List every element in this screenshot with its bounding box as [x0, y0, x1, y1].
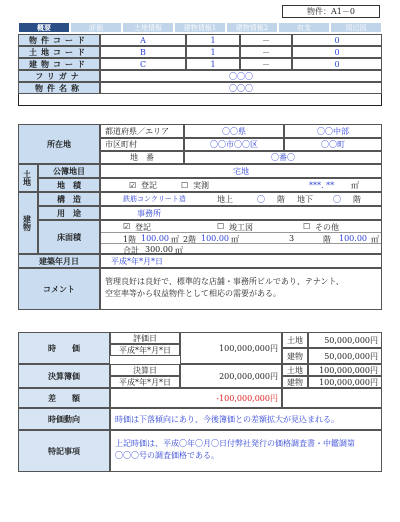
below-floors[interactable]: 〇	[333, 194, 341, 204]
notes-label: 特記事項	[18, 430, 110, 472]
floor-3-label: 階	[323, 235, 331, 244]
checkbox-measured[interactable]: ☐	[181, 180, 189, 190]
land-area-row	[100, 178, 382, 192]
structure-row	[100, 192, 382, 206]
registered-label: 登記	[141, 180, 157, 190]
eval-date-label: 評価日	[110, 332, 180, 344]
floor-2-label: 2階	[183, 235, 197, 244]
tab-building-info-1[interactable]: 建物情報1	[174, 22, 226, 33]
furigana-value[interactable]: 〇〇〇	[100, 70, 382, 82]
code-value-3[interactable]: 0	[292, 58, 382, 70]
city-value[interactable]: 〇〇市〇〇区	[184, 138, 284, 151]
property-id-box	[282, 5, 380, 18]
total-unit: ㎡	[175, 246, 183, 255]
built-date-value[interactable]: 平成*年*月*日	[111, 256, 163, 266]
pref-value[interactable]: 〇〇県	[184, 124, 284, 138]
total-area: 300.00	[145, 245, 173, 254]
land-side-label: 土地	[18, 164, 38, 192]
built-date-label: 建築年月日	[18, 254, 100, 268]
market-building-label: 建物	[282, 348, 308, 364]
use-row	[100, 206, 382, 220]
floor-area-block	[100, 220, 382, 254]
book-total: 200,000,000円	[180, 364, 282, 388]
property-id: 物件：A1－0	[307, 7, 355, 16]
notes-box[interactable]	[110, 430, 382, 472]
comment-line: 管理良好は良好で、標準的な店舗・事務所ビルであり、テナント、	[105, 277, 344, 286]
tab-land-info[interactable]: 土地情報	[122, 22, 174, 33]
book-land-label: 土地	[282, 364, 308, 376]
comment-label: コメント	[18, 268, 100, 310]
market-building-value: 50,000,000円	[308, 348, 382, 364]
use-value[interactable]: 事務所	[137, 208, 161, 218]
book-land-value: 100,000,000円	[308, 364, 382, 376]
measured-label: 実測	[193, 180, 209, 190]
comment-box[interactable]	[100, 268, 382, 310]
floor-label: 階	[277, 194, 285, 204]
building-side-label: 建物	[18, 192, 38, 254]
code-value-2[interactable]: 1	[186, 58, 240, 70]
book-label: 決算簿価	[18, 364, 110, 388]
market-total: 100,000,000円	[180, 332, 282, 364]
code-dash: －	[240, 58, 292, 70]
registered-label: 登記	[135, 223, 151, 232]
book-building-label: 建物	[282, 376, 308, 388]
pref-label: 都道府県／エリア	[100, 124, 184, 138]
floor-3-number: 3	[289, 234, 295, 243]
floor-1-unit: ㎡	[171, 235, 179, 244]
difference-label: 差 額	[18, 388, 110, 408]
difference-value: -100,000,000円	[110, 388, 282, 408]
zoning-label: 公簿地目	[38, 164, 100, 178]
town-value[interactable]: 〇〇町	[284, 138, 382, 151]
floor-3-area[interactable]: 100.00	[339, 234, 367, 243]
market-label: 時 価	[18, 332, 110, 364]
trend-label: 時価動向	[18, 408, 110, 430]
trend-value[interactable]: 時価は下落傾向にあり、今後簿価との差額拡大が見込まれる。	[110, 408, 382, 430]
close-date-value[interactable]: 平成*年*月*日	[110, 376, 180, 388]
checkbox-registered[interactable]: ☑	[129, 180, 137, 190]
floor-2-unit: ㎡	[231, 235, 239, 244]
floor-2-area[interactable]: 100.00	[201, 234, 229, 243]
total-label: 合計	[123, 246, 139, 255]
tab-building-info-2[interactable]: 建物情報2	[226, 22, 278, 33]
market-land-value: 50,000,000円	[308, 332, 382, 348]
tab-map[interactable]: 周辺図	[330, 22, 382, 33]
lot-value[interactable]: 〇番〇	[184, 151, 382, 164]
built-date-row	[100, 254, 382, 268]
name-label: 物件名称	[18, 82, 100, 94]
code-value-2[interactable]: 1	[186, 46, 240, 58]
notes-line: 上記時価は、平成〇年〇月〇日付弊社発行の価格調査書・中鑑調第	[115, 439, 355, 448]
code-label-building: 建物コード	[18, 58, 100, 70]
location-label: 所在地	[18, 124, 100, 164]
code-dash: －	[240, 46, 292, 58]
tab-income[interactable]: 収支	[278, 22, 330, 33]
checkbox-other[interactable]: ☐	[303, 222, 311, 231]
eval-date-value[interactable]: 平成*年*月*日	[110, 344, 180, 356]
below-label: 地下	[297, 194, 313, 204]
area-value[interactable]: 〇〇中部	[284, 124, 382, 138]
above-floors[interactable]: 〇	[257, 194, 265, 204]
floor-1-area[interactable]: 100.00	[141, 234, 169, 243]
above-label: 地上	[217, 194, 233, 204]
tab-overview[interactable]: 概要	[18, 22, 70, 33]
checkbox-completion-drawing[interactable]: ☐	[217, 222, 225, 231]
code-value-2[interactable]: 1	[186, 34, 240, 46]
floor-3-unit: ㎡	[371, 235, 379, 244]
furigana-label: フリガナ	[18, 70, 100, 82]
close-date-label: 決算日	[110, 364, 180, 376]
land-area-value[interactable]: ***. **	[309, 180, 335, 190]
lot-label: 地 番	[100, 151, 184, 164]
zoning-value[interactable]: 宅地	[100, 164, 382, 178]
floor-label: 階	[353, 194, 361, 204]
structure-label: 構 造	[38, 192, 100, 206]
code-value-3[interactable]: 0	[292, 34, 382, 46]
floor-area-label: 床面積	[38, 220, 100, 254]
notes-line: 〇〇〇号の調査価格である。	[115, 451, 219, 460]
comment-line: 空室率等から収益物件として相応の需要がある。	[105, 289, 281, 298]
use-label: 用 途	[38, 206, 100, 220]
tab-bar	[18, 22, 382, 33]
tab-evaluation[interactable]: 評価	[70, 22, 122, 33]
code-label-land: 土地コード	[18, 46, 100, 58]
city-label: 市区町村	[100, 138, 184, 151]
land-area-unit: ㎡	[351, 180, 359, 190]
completion-drawing-label: 竣工図	[229, 223, 253, 232]
code-value-1[interactable]: A	[100, 34, 186, 46]
book-building-value: 100,000,000円	[308, 376, 382, 388]
name-value[interactable]: 〇〇〇	[100, 82, 382, 94]
code-value-1[interactable]: C	[100, 58, 186, 70]
floor-1-label: 1階	[123, 235, 137, 244]
land-area-label: 地 積	[38, 178, 100, 192]
other-label: その他	[315, 223, 339, 232]
checkbox-registered[interactable]: ☑	[123, 222, 131, 231]
code-dash: －	[240, 34, 292, 46]
structure-value[interactable]: 鉄筋コンクリート造	[123, 195, 186, 203]
code-value-3[interactable]: 0	[292, 46, 382, 58]
difference-spacer	[282, 388, 382, 408]
code-label-property: 物件コード	[18, 34, 100, 46]
code-value-1[interactable]: B	[100, 46, 186, 58]
market-land-label: 土地	[282, 332, 308, 348]
